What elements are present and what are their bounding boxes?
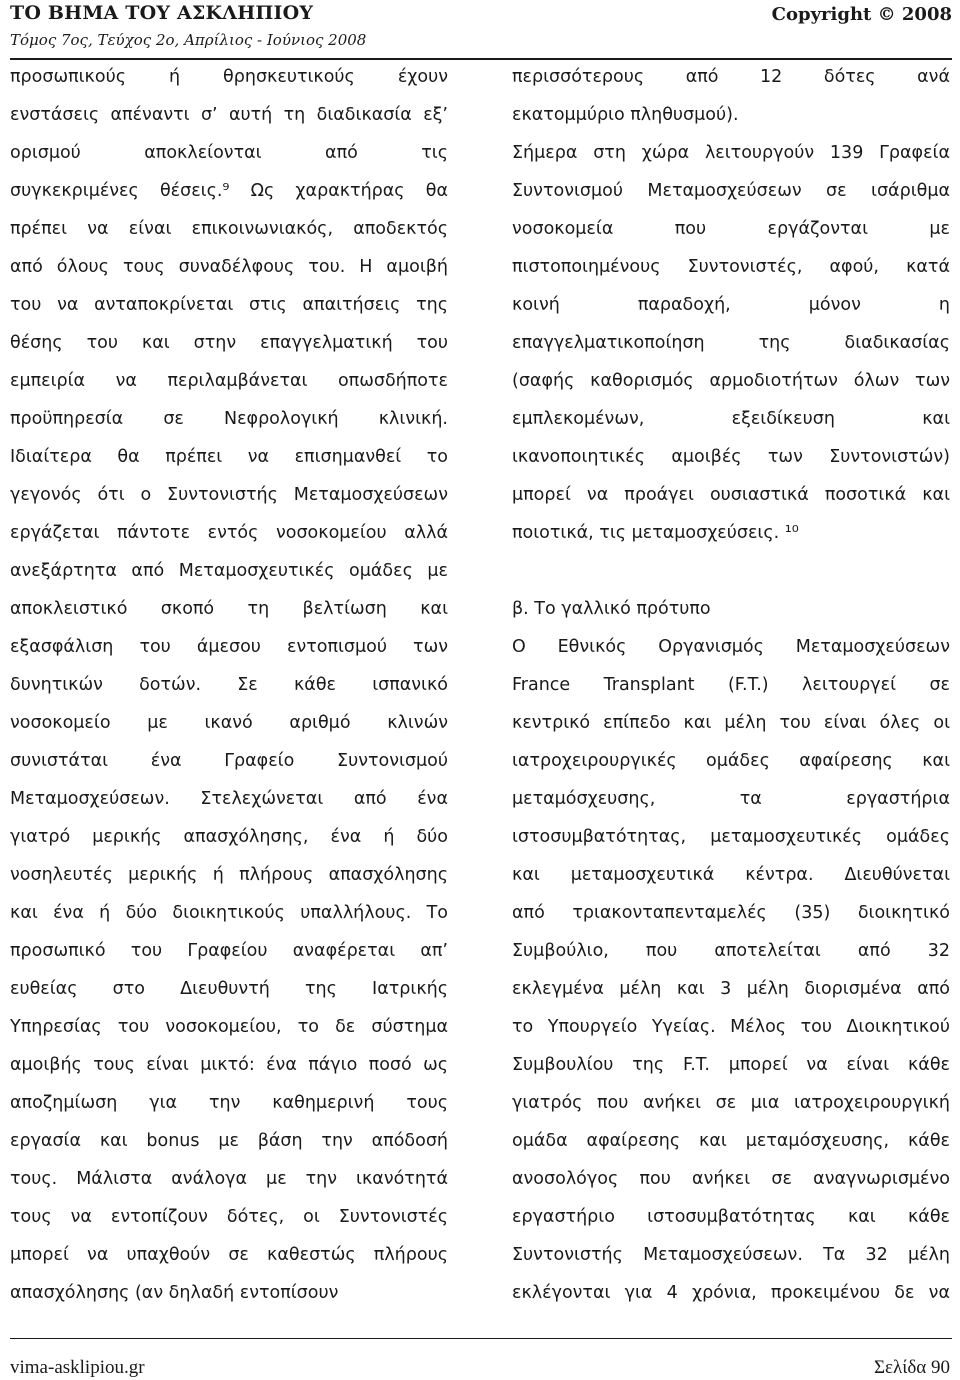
text-line: από όλους τους συναδέλφους του. Η αμοιβή [10,257,448,277]
text-line: Σήμερα στη χώρα λειτουργούν 139 Γραφεία [512,143,950,163]
text-line: ιατροχειρουργικές ομάδες αφαίρεσης και [512,751,950,771]
text-line: αποζημίωση για την καθημερινή τους [10,1093,448,1113]
text-line: εργασία και bonus με βάση την απόδοσή [10,1131,448,1151]
text-line: Συμβουλίου της F.T. μπορεί να είναι κάθε [512,1055,950,1075]
text-line: του να ανταποκρίνεται στις απαιτήσεις της [10,295,448,315]
text-line: ανοσολόγος που ανήκει σε αναγνωρισμένο [512,1169,950,1189]
text-line: και μεταμοσχευτικά κέντρα. Διευθύνεται [512,865,950,885]
text-line [512,552,950,590]
text-line: εμπλεκομένων, εξειδίκευση και [512,409,950,429]
text-line: επαγγελματικοποίηση της διαδικασίας [512,333,950,353]
text-line: France Transplant (F.T.) λειτουργεί σε [512,675,950,695]
text-line: ευθείας στο Διευθυντή της Ιατρικής [10,979,448,999]
text-line: ομάδα αφαίρεσης και μεταμόσχευσης, κάθε [512,1131,950,1151]
issue-info: Τόμος 7ος, Τεύχος 2ο, Απρίλιος - Ιούνιος 2008 [10,31,367,49]
text-line: ορισμού αποκλείονται από τις [10,143,448,163]
text-line: μεταμόσχευσης, τα εργαστήρια [512,789,950,809]
text-line: αποκλειστικό σκοπό τη βελτίωση και [10,599,448,619]
text-line: εργάζεται πάντοτε εντός νοσοκομείου αλλά [10,523,448,543]
text-line: νοσοκομεία που εργάζονται με [512,219,950,239]
text-line: Ιδιαίτερα θα πρέπει να επισημανθεί το [10,447,448,467]
copyright-notice: Copyright © 2008 [771,4,952,25]
text-line: μπορεί να υπαχθούν σε καθεστώς πλήρους [10,1245,448,1265]
left-text-column [10,58,448,1312]
text-line: νοσηλευτές μερικής ή πλήρους απασχόλησης [10,865,448,885]
text-line: γιατρό μερικής απασχόλησης, ένα ή δύο [10,827,448,847]
text-line: πιστοποιημένους Συντονιστές, αφού, κατά [512,257,950,277]
text-line: από τριακονταπενταμελές (35) διοικητικό [512,903,950,923]
text-line: εκλεγμένα μέλη και 3 μέλη διορισμένα από [512,979,950,999]
text-line: τους. Μάλιστα ανάλογα με την ικανότητά [10,1169,448,1189]
text-line: περισσότερους από 12 δότες ανά [512,67,950,87]
footer-divider [10,1338,952,1339]
journal-title: ΤΟ ΒΗΜΑ ΤΟΥ ΑΣΚΛΗΠΙΟΥ [10,2,314,24]
text-line: εμπειρία να περιλαμβάνεται οπωσδήποτε [10,371,448,391]
footer-site: vima-asklipiou.gr [10,1357,145,1378]
text-line: προϋπηρεσία σε Νεφρολογική κλινική. [10,409,448,429]
text-line: αμοιβής τους είναι μικτό: ένα πάγιο ποσό ως [10,1055,448,1075]
page-header [10,2,952,58]
text-line: συγκεκριμένες θέσεις.⁹ Ως χαρακτήρας θα [10,181,448,201]
text-line: εργαστήριο ιστοσυμβατότητας και κάθε [512,1207,950,1227]
text-line: μπορεί να προάγει ουσιαστικά ποσοτικά και [512,485,950,505]
text-line: β. Το γαλλικό πρότυπο [512,599,711,619]
text-line: συνιστάται ένα Γραφείο Συντονισμού [10,751,448,771]
text-line: Ο Εθνικός Οργανισμός Μεταμοσχεύσεων [512,637,950,657]
text-line: πρέπει να είναι επικοινωνιακός, αποδεκτός [10,219,448,239]
text-line: απασχόλησης (αν δηλαδή εντοπίσουν [10,1283,339,1303]
text-line: θέσης του και στην επαγγελματική του [10,333,448,353]
right-text-column [512,58,950,1312]
text-line: ικανοποιητικές αμοιβές των Συντονιστών) [512,447,950,467]
text-line: (σαφής καθορισμός αρμοδιοτήτων όλων των [512,371,950,391]
text-line: προσωπικούς ή θρησκευτικούς έχουν [10,67,448,87]
text-line: ποιοτικά, τις μεταμοσχεύσεις. ¹⁰ [512,523,799,543]
text-line: Συντονιστής Μεταμοσχεύσεων. Τα 32 μέλη [512,1245,950,1265]
text-line: νοσοκομείο με ικανό αριθμό κλινών [10,713,448,733]
text-line: ενστάσεις απέναντι σ’ αυτή τη διαδικασία εξ’ [10,105,448,125]
text-line: ανεξάρτητα από Μεταμοσχευτικές ομάδες με [10,561,448,581]
text-line: προσωπικό του Γραφείου αναφέρεται απ’ [10,941,448,961]
text-line: γεγονός ότι ο Συντονιστής Μεταμοσχεύσεων [10,485,448,505]
text-line: Συμβούλιο, που αποτελείται από 32 [512,941,950,961]
text-line: εξασφάλιση του άμεσου εντοπισμού των [10,637,448,657]
text-line: το Υπουργείο Υγείας. Μέλος του Διοικητικού [512,1017,950,1037]
text-line: εκλέγονται για 4 χρόνια, προκειμένου δε να [512,1283,950,1303]
text-line: δυνητικών δοτών. Σε κάθε ισπανικό [10,675,448,695]
text-line: ιστοσυμβατότητας, μεταμοσχευτικές ομάδες [512,827,950,847]
text-line: κεντρικό επίπεδο και μέλη του είναι όλες οι [512,713,950,733]
text-line: και ένα ή δύο διοικητικούς υπαλλήλους. Το [10,903,448,923]
text-line: εκατομμύριο πληθυσμού). [512,105,739,125]
text-line: Μεταμοσχεύσεων. Στελεχώνεται από ένα [10,789,448,809]
text-line: κοινή παραδοχή, μόνον η [512,295,950,315]
footer-page-number: Σελίδα 90 [873,1357,950,1378]
text-line: τους να εντοπίζουν δότες, οι Συντονιστές [10,1207,448,1227]
text-line: Συντονισμού Μεταμοσχεύσεων σε ισάριθμα [512,181,950,201]
text-line: γιατρός που ανήκει σε μια ιατροχειρουργική [512,1093,950,1113]
text-line: Υπηρεσίας του νοσοκομείου, το δε σύστημα [10,1017,448,1037]
